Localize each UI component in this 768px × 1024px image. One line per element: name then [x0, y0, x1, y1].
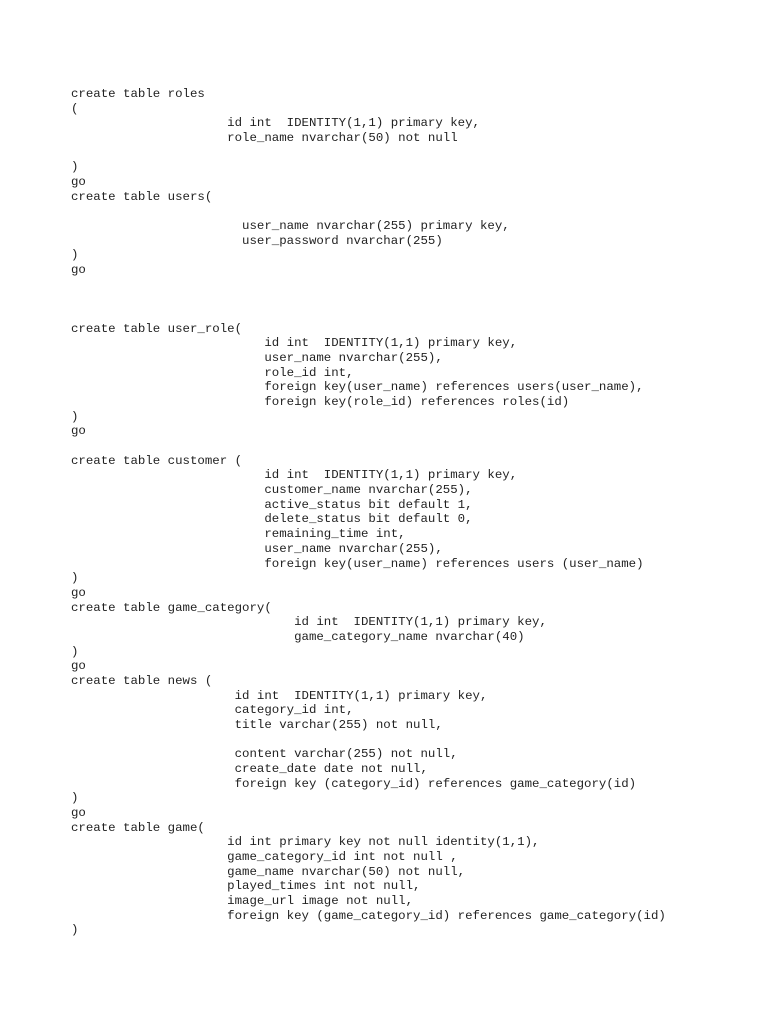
code-line: id int IDENTITY(1,1) primary key,	[71, 615, 547, 630]
code-line: id int IDENTITY(1,1) primary key,	[71, 688, 488, 703]
code-line: role_id int,	[71, 365, 354, 380]
code-line: foreign key (game_category_id) references game_category(id)	[71, 908, 666, 923]
code-line: played_times int not null,	[71, 879, 421, 894]
code-line	[71, 439, 666, 454]
code-line	[71, 307, 666, 322]
code-line: create_date date not null,	[71, 761, 428, 776]
code-line: id int IDENTITY(1,1) primary key,	[71, 336, 518, 351]
code-line: user_password nvarchar(255)	[71, 233, 443, 248]
code-line: role_name nvarchar(50) not null	[71, 131, 458, 146]
code-line: go	[71, 659, 86, 674]
code-line: go	[71, 263, 86, 278]
code-line: create table customer (	[71, 453, 243, 468]
code-line: foreign key (category_id) references game_category(id)	[71, 776, 637, 791]
code-line: title varchar(255) not null,	[71, 717, 443, 732]
code-line: user_name nvarchar(255),	[71, 541, 443, 556]
code-line: create table news (	[71, 673, 213, 688]
code-line: )	[71, 160, 79, 175]
sql-code-block	[71, 87, 666, 938]
code-line: customer_name nvarchar(255),	[71, 483, 473, 498]
code-line: foreign key(role_id) references roles(id)	[71, 395, 570, 410]
code-line	[71, 292, 666, 307]
code-line: remaining_time int,	[71, 527, 406, 542]
code-line: go	[71, 424, 86, 439]
code-line	[71, 733, 666, 748]
code-line: delete_status bit default 0,	[71, 512, 473, 527]
code-line: )	[71, 409, 79, 424]
code-line: go	[71, 805, 86, 820]
code-line: go	[71, 585, 86, 600]
code-line: create table user_role(	[71, 321, 243, 336]
code-line: id int primary key not null identity(1,1),	[71, 835, 540, 850]
code-line: content varchar(255) not null,	[71, 747, 458, 762]
code-line: user_name nvarchar(255),	[71, 351, 443, 366]
code-line: (	[71, 101, 79, 116]
code-line: active_status bit default 1,	[71, 497, 473, 512]
code-line: game_name nvarchar(50) not null,	[71, 864, 466, 879]
code-line: game_category_name nvarchar(40)	[71, 629, 525, 644]
code-line: go	[71, 175, 86, 190]
code-line: game_category_id int not null ,	[71, 849, 458, 864]
code-line: id int IDENTITY(1,1) primary key,	[71, 116, 480, 131]
code-line	[71, 278, 666, 293]
code-line: image_url image not null,	[71, 893, 414, 908]
code-line: )	[71, 248, 79, 263]
code-line: )	[71, 923, 79, 938]
code-line: id int IDENTITY(1,1) primary key,	[71, 468, 518, 483]
code-line	[71, 146, 666, 161]
code-line: create table game(	[71, 820, 205, 835]
code-line: foreign key(user_name) references users(user_name),	[71, 380, 644, 395]
code-line: )	[71, 791, 79, 806]
code-line: foreign key(user_name) references users (user_name)	[71, 556, 644, 571]
code-line: category_id int,	[71, 703, 354, 718]
code-line: )	[71, 571, 79, 586]
code-line: user_name nvarchar(255) primary key,	[71, 219, 510, 234]
code-line	[71, 204, 666, 219]
code-line: )	[71, 644, 79, 659]
code-line: create table game_category(	[71, 600, 272, 615]
code-line: create table users(	[71, 189, 213, 204]
code-line: create table roles	[71, 87, 205, 101]
